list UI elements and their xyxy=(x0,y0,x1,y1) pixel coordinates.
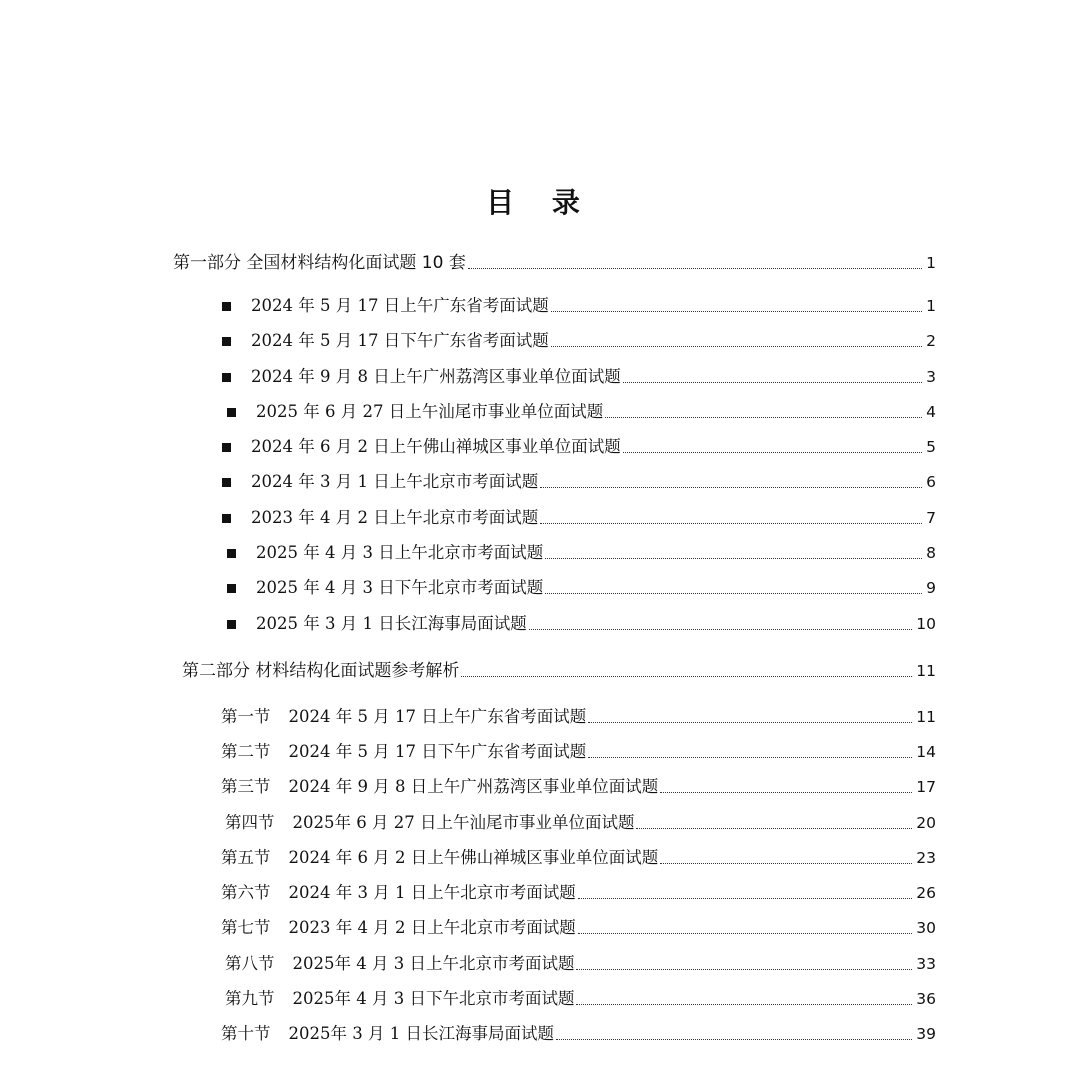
toc-leader-dots xyxy=(529,629,913,630)
toc-leader-dots xyxy=(578,898,913,899)
toc-leader-dots xyxy=(578,933,913,934)
toc-entry[interactable] xyxy=(221,845,936,871)
toc-section-number: 第八节 xyxy=(225,954,275,973)
toc-entry[interactable] xyxy=(227,399,936,425)
toc-entry-label: 2025 年 6 月 27 日上午汕尾市事业单位面试题 xyxy=(256,402,604,421)
toc-leader-dots xyxy=(576,1004,912,1005)
toc-entry[interactable] xyxy=(225,986,936,1012)
toc-entry[interactable] xyxy=(221,774,936,800)
toc-entry[interactable] xyxy=(222,505,936,531)
toc-leader-dots xyxy=(540,487,922,488)
toc-entry[interactable] xyxy=(222,469,936,495)
toc-leader-dots xyxy=(468,268,922,269)
toc-section-number: 第五节 xyxy=(221,848,271,867)
toc-leader-dots xyxy=(660,863,912,864)
toc-leader-dots xyxy=(576,969,912,970)
square-bullet-icon xyxy=(227,408,236,417)
toc-page-number: 8 xyxy=(926,544,936,562)
toc-page-number: 9 xyxy=(926,579,936,597)
toc-page-number: 33 xyxy=(916,955,936,973)
toc-page-number: 3 xyxy=(926,368,936,386)
square-bullet-icon xyxy=(222,478,231,487)
square-bullet-icon xyxy=(222,302,231,311)
toc-title: 目 录 xyxy=(486,186,594,219)
toc-leader-dots xyxy=(545,593,922,594)
toc-part-2[interactable] xyxy=(182,658,936,684)
toc-page-number: 17 xyxy=(916,778,936,796)
toc-entry-label: 2024 年 6 月 2 日上午佛山禅城区事业单位面试题 xyxy=(251,437,621,456)
toc-entry-label: 2025 年 4 月 3 日上午北京市考面试题 xyxy=(256,543,544,562)
toc-entry[interactable] xyxy=(221,915,936,941)
toc-part-2-label: 第二部分 材料结构化面试题参考解析 xyxy=(182,661,460,681)
toc-entry-label: 2023 年 4 月 2 日上午北京市考面试题 xyxy=(251,508,539,527)
toc-entry-label: 2025年 4 月 3 日下午北京市考面试题 xyxy=(292,989,575,1008)
toc-leader-dots xyxy=(636,828,912,829)
square-bullet-icon xyxy=(222,443,231,452)
toc-entry[interactable] xyxy=(221,739,936,765)
toc-entry[interactable] xyxy=(225,951,936,977)
toc-entry[interactable] xyxy=(222,328,936,354)
toc-entry-label: 2024 年 5 月 17 日上午广东省考面试题 xyxy=(288,707,587,726)
toc-entry-label: 2024 年 3 月 1 日上午北京市考面试题 xyxy=(251,472,539,491)
toc-leader-dots xyxy=(623,452,922,453)
toc-entry-label: 2024 年 5 月 17 日下午广东省考面试题 xyxy=(251,331,549,350)
toc-entry[interactable] xyxy=(225,810,936,836)
toc-entry[interactable] xyxy=(221,1021,936,1047)
toc-part-1[interactable] xyxy=(173,250,936,276)
toc-leader-dots xyxy=(605,417,922,418)
square-bullet-icon xyxy=(227,620,236,629)
toc-page-number: 14 xyxy=(916,743,936,761)
toc-section-number: 第二节 xyxy=(221,742,271,761)
toc-part-1-label: 第一部分 全国材料结构化面试题 10 套 xyxy=(173,253,466,273)
toc-entry[interactable] xyxy=(221,880,936,906)
toc-entry-label: 2024 年 3 月 1 日上午北京市考面试题 xyxy=(288,883,576,902)
toc-page-number: 10 xyxy=(916,615,936,633)
toc-entry-label: 2025 年 4 月 3 日下午北京市考面试题 xyxy=(256,578,544,597)
toc-page-number: 4 xyxy=(926,403,936,421)
toc-leader-dots xyxy=(623,382,922,383)
toc-page-number: 1 xyxy=(926,297,936,315)
toc-leader-dots xyxy=(588,757,912,758)
toc-leader-dots xyxy=(545,558,922,559)
toc-page-number: 23 xyxy=(916,849,936,867)
toc-entry[interactable] xyxy=(227,540,936,566)
toc-page-number: 6 xyxy=(926,473,936,491)
square-bullet-icon xyxy=(222,373,231,382)
toc-leader-dots xyxy=(551,346,922,347)
toc-entry-label: 2025 年 3 月 1 日长江海事局面试题 xyxy=(256,614,527,633)
toc-entry-label: 2024 年 5 月 17 日上午广东省考面试题 xyxy=(251,296,549,315)
toc-page-number: 20 xyxy=(916,814,936,832)
square-bullet-icon xyxy=(227,549,236,558)
toc-page-number: 39 xyxy=(916,1025,936,1043)
toc-entry[interactable] xyxy=(222,293,936,319)
toc-leader-dots xyxy=(551,311,922,312)
toc-leader-dots xyxy=(540,523,922,524)
toc-entry[interactable] xyxy=(222,364,936,390)
toc-page-number: 11 xyxy=(916,662,936,680)
toc-section-number: 第十节 xyxy=(221,1024,271,1043)
square-bullet-icon xyxy=(222,337,231,346)
toc-page-number: 7 xyxy=(926,509,936,527)
toc-entry[interactable] xyxy=(222,434,936,460)
toc-section-number: 第七节 xyxy=(221,918,271,937)
toc-page-number: 11 xyxy=(916,708,936,726)
toc-entry[interactable] xyxy=(221,704,936,730)
toc-page-number: 2 xyxy=(926,332,936,350)
toc-entry-label: 2024 年 6 月 2 日上午佛山禅城区事业单位面试题 xyxy=(288,848,659,867)
toc-leader-dots xyxy=(461,676,912,677)
toc-entry-label: 2024 年 5 月 17 日下午广东省考面试题 xyxy=(288,742,587,761)
toc-entry[interactable] xyxy=(227,611,936,637)
toc-page-number: 30 xyxy=(916,919,936,937)
toc-section-number: 第六节 xyxy=(221,883,271,902)
toc-page-number: 26 xyxy=(916,884,936,902)
toc-entry-label: 2025年 4 月 3 日上午北京市考面试题 xyxy=(292,954,575,973)
toc-section-number: 第九节 xyxy=(225,989,275,1008)
toc-entry[interactable] xyxy=(227,575,936,601)
toc-entry-label: 2024 年 9 月 8 日上午广州荔湾区事业单位面试题 xyxy=(251,367,621,386)
toc-section-number: 第一节 xyxy=(221,707,271,726)
toc-entry-label: 2023 年 4 月 2 日上午北京市考面试题 xyxy=(288,918,576,937)
toc-leader-dots xyxy=(588,722,912,723)
toc-entry-label: 2024 年 9 月 8 日上午广州荔湾区事业单位面试题 xyxy=(288,777,659,796)
toc-section-number: 第四节 xyxy=(225,813,275,832)
toc-leader-dots xyxy=(660,792,912,793)
toc-page-number: 1 xyxy=(926,254,936,272)
square-bullet-icon xyxy=(227,584,236,593)
toc-entry-label: 2025年 6 月 27 日上午汕尾市事业单位面试题 xyxy=(292,813,635,832)
square-bullet-icon xyxy=(222,514,231,523)
toc-section-number: 第三节 xyxy=(221,777,271,796)
toc-page-number: 5 xyxy=(926,438,936,456)
toc-entry-label: 2025年 3 月 1 日长江海事局面试题 xyxy=(288,1024,554,1043)
toc-page-number: 36 xyxy=(916,990,936,1008)
toc-leader-dots xyxy=(556,1039,912,1040)
